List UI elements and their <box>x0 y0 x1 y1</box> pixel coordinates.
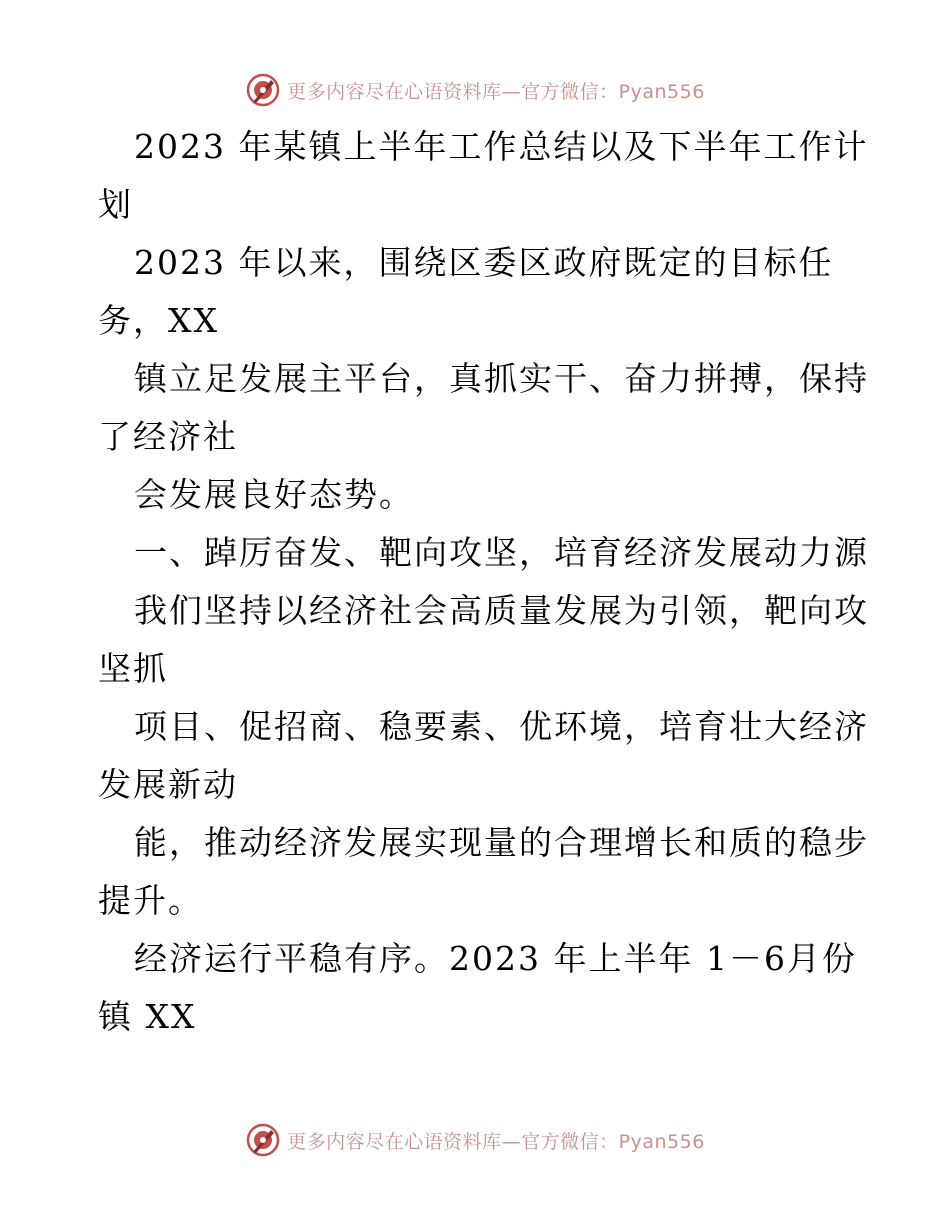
text-line: 会发展良好态势。 <box>134 475 414 514</box>
text-line: 项目、促招商、稳要素、优环境，培育壮大经济 <box>134 707 869 746</box>
section-heading: 一、踔厉奋发、靶向攻坚，培育经济发展动力源 <box>134 533 869 572</box>
footer-watermark <box>0 1120 950 1160</box>
text-line: 划 <box>98 185 133 224</box>
text-line: 镇 XX <box>98 997 197 1036</box>
text-line: 能，推动经济发展实现量的合理增长和质的稳步 <box>134 823 869 862</box>
text-line: 2023 年某镇上半年工作总结以及下半年工作计 <box>134 127 869 166</box>
text-line: 2023 年以来，围绕区委区政府既定的目标任 <box>134 243 834 282</box>
header-watermark <box>0 70 950 110</box>
quill-logo-icon <box>245 72 281 108</box>
text-line: 镇立足发展主平台，真抓实干、奋力拼搏，保持 <box>134 359 869 398</box>
text-line: 提升。 <box>98 881 203 920</box>
document-body <box>98 118 869 1046</box>
watermark-text: 更多内容尽在心语资料库—官方微信：Pyan556 <box>287 80 705 103</box>
text-line: 了经济社 <box>98 417 238 456</box>
watermark-text: 更多内容尽在心语资料库—官方微信：Pyan556 <box>287 1130 705 1153</box>
text-line: 务，XX <box>98 301 219 340</box>
text-line: 发展新动 <box>98 765 238 804</box>
text-line: 经济运行平稳有序。2023 年上半年 1－6月份 <box>134 939 857 978</box>
text-line: 我们坚持以经济社会高质量发展为引领，靶向攻 <box>134 591 869 630</box>
text-line: 坚抓 <box>98 649 168 688</box>
quill-logo-icon <box>245 1122 281 1158</box>
